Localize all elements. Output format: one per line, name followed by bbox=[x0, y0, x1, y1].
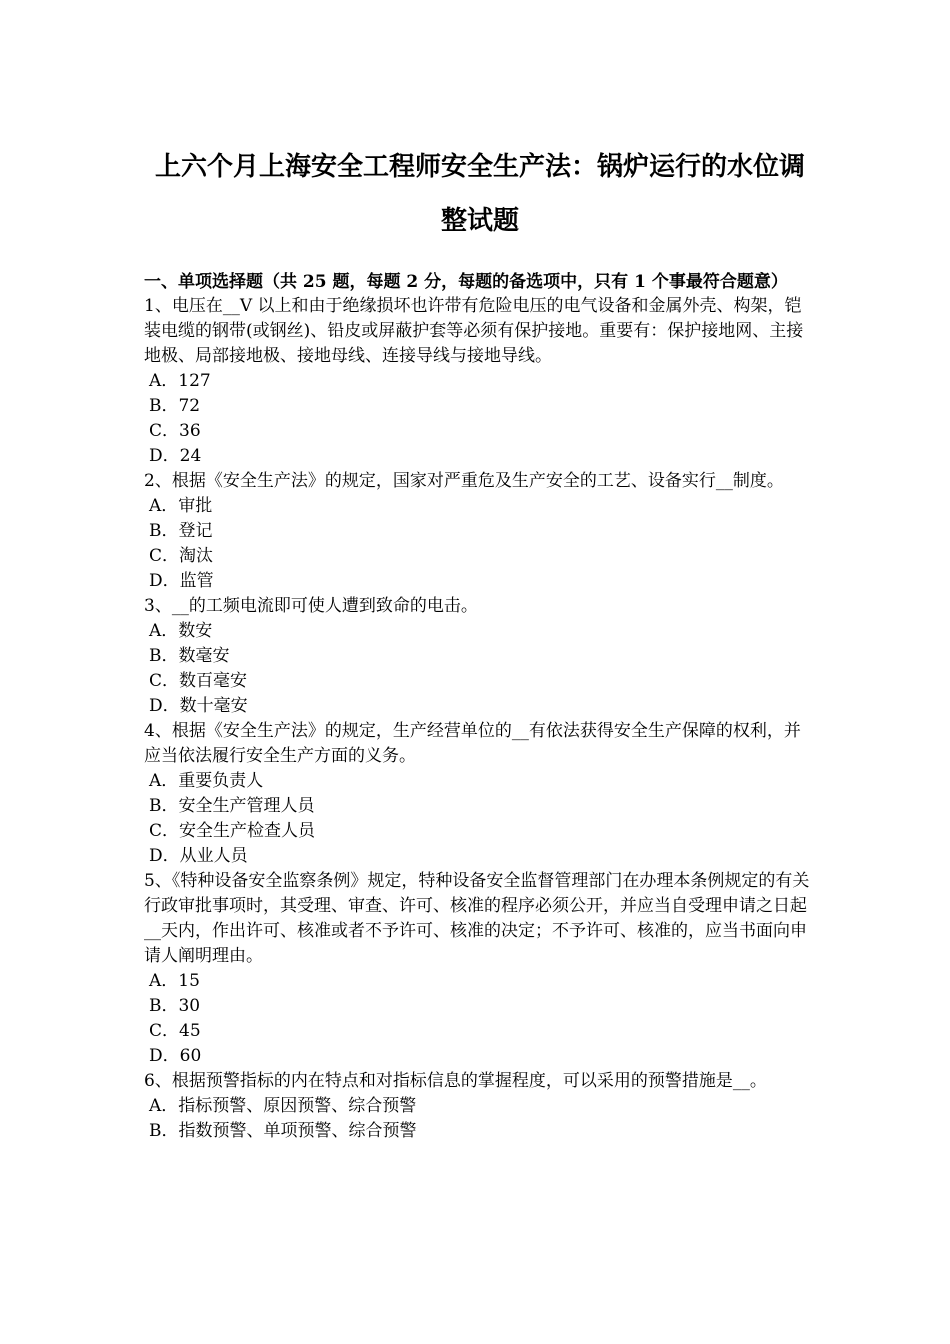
question-stem: 5、《特种设备安全监察条例》规定，特种设备安全监督管理部门在办理本条例规定的有关行政审批事项时，其受理、审查、许可、核准的程序必须公开，并应当自受理申请之日起__天内，作出许可、核准或者不予许可、核准的决定；不予许可、核准的，应当书面向申请人阐明理由。 bbox=[144, 871, 810, 966]
option-a: A．指标预警、原因预警、综合预警 bbox=[149, 1096, 417, 1116]
title-line-1: 上六个月上海安全工程师安全生产法：锅炉运行的水位调 bbox=[154, 152, 805, 182]
document-page bbox=[144, 140, 816, 1144]
option-c: C．淘汰 bbox=[149, 546, 214, 566]
option-a: A．127 bbox=[149, 371, 211, 391]
option-a: A．15 bbox=[149, 971, 200, 991]
section-heading: 一、单项选择题（共 25 题，每题 2 分，每题的备选项中，只有 1 个事最符合题意） bbox=[144, 272, 788, 292]
question-6 bbox=[144, 1069, 816, 1144]
question-2 bbox=[144, 469, 816, 594]
question-1 bbox=[144, 294, 816, 469]
option-b: B．登记 bbox=[149, 521, 213, 541]
question-stem: 6、根据预警指标的内在特点和对指标信息的掌握程度，可以采用的预警措施是__。 bbox=[144, 1071, 767, 1091]
option-d: D．数十毫安 bbox=[149, 696, 248, 716]
question-stem: 4、根据《安全生产法》的规定，生产经营单位的__有依法获得安全生产保障的权利，并应当依法履行安全生产方面的义务。 bbox=[144, 721, 801, 766]
question-stem: 3、__的工频电流即可使人遭到致命的电击。 bbox=[144, 596, 478, 616]
document-title bbox=[124, 140, 836, 248]
option-c: C．36 bbox=[149, 421, 201, 441]
option-d: D．24 bbox=[149, 446, 202, 466]
option-d: D．监管 bbox=[149, 571, 214, 591]
option-a: A．重要负责人 bbox=[149, 771, 264, 791]
question-stem: 1、电压在__V 以上和由于绝缘损坏也许带有危险电压的电气设备和金属外壳、构架，铠装电缆的钢带(或钢丝)、铅皮或屏蔽护套等必须有保护接地。重要有：保护接地网、主接地极、局部接地极、接地母线、连接导线与接地导线。 bbox=[144, 296, 804, 366]
option-c: C．安全生产检查人员 bbox=[149, 821, 316, 841]
option-a: A．审批 bbox=[149, 496, 213, 516]
question-stem: 2、根据《安全生产法》的规定，国家对严重危及生产安全的工艺、设备实行__制度。 bbox=[144, 471, 784, 491]
option-b: B．数毫安 bbox=[149, 646, 230, 666]
option-a: A．数安 bbox=[149, 621, 213, 641]
option-d: D．从业人员 bbox=[149, 846, 248, 866]
option-c: C．数百毫安 bbox=[149, 671, 248, 691]
question-4 bbox=[144, 719, 816, 869]
question-3 bbox=[144, 594, 816, 719]
option-b: B．指数预警、单项预警、综合预警 bbox=[149, 1121, 417, 1141]
option-b: B．安全生产管理人员 bbox=[149, 796, 315, 816]
option-c: C．45 bbox=[149, 1021, 201, 1041]
option-b: B．30 bbox=[149, 996, 201, 1016]
option-d: D．60 bbox=[149, 1046, 202, 1066]
option-b: B．72 bbox=[149, 396, 201, 416]
question-5 bbox=[144, 869, 816, 1069]
title-line-2: 整试题 bbox=[440, 206, 519, 236]
